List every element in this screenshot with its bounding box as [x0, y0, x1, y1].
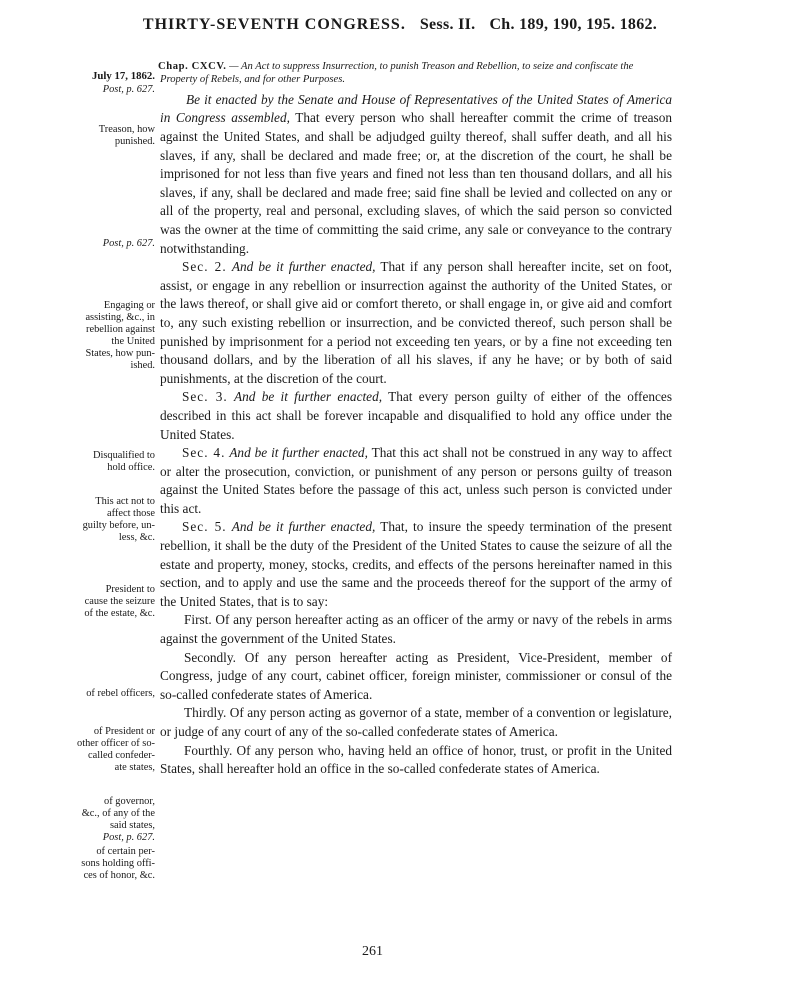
margin-engaging-note: Engaging or	[103, 300, 155, 311]
clause-second: Secondly. Of any person hereafter acting as President, Vice-President, member of Congress, judge of any court, cabinet officer, foreign minister, commissioner or consul of the so-called confederate states of America.	[160, 649, 672, 702]
enacting-clause: Be it enacted by the Senate and House of Representatives of the United States of America in Congress assembled,	[160, 91, 672, 126]
margin-president-note: of the estate, &c.	[84, 608, 155, 619]
margin-post-ref: Post, p. 627.	[102, 238, 155, 249]
section-5-text: That, to insure the speedy termination of the present rebellion, it shall be the duty of the President of the United States to cause the seizure of all the estate and property, money, stocks, credits, and effects of the persons hereinafter named in this section, and to apply and use the same and the proceeds thereof for the support of the army of the United States, that is to say:	[160, 519, 673, 609]
header-session: Sess. II.	[419, 16, 476, 33]
margin-date: July 17, 1862.	[92, 70, 155, 82]
section-3-lead: And be it further enacted,	[234, 389, 383, 405]
section-4-text: That this act shall not be construed in any way to affect or alter the prosecution, conviction, or punishment of any person or persons guilty of treason against the United States before the passage of this act, unless such person is convicted under this act.	[160, 445, 673, 516]
margin-of-president-note: called confeder-	[88, 750, 155, 761]
margin-act-note: affect those	[107, 508, 155, 519]
section-2-paragraph	[160, 258, 672, 388]
margin-act-note: This act not to	[95, 496, 155, 507]
clause-fourth: Fourthly. Of any person who, having held an office of honor, trust, or profit in the United States, shall hereafter hold an office in the so-called confederate states of America.	[160, 742, 672, 777]
section-3-text: That every person guilty of either of the offences described in this act shall be forever incapable and disqualified to hold any office under the United States.	[160, 389, 672, 442]
margin-of-president-note: of President or	[93, 726, 155, 737]
margin-certain-persons-note: of certain per-	[96, 846, 155, 857]
margin-governor-note: &c., of any of the	[81, 808, 155, 819]
section-2-label: Sec. 2.	[182, 259, 227, 275]
section-2-text: That if any person shall hereafter incite, set on foot, assist, or engage in any rebellion or insurrection against the authority of the United States, or the laws thereof, or shall give aid or comfort thereto, or shall engage in, or give aid and comfort to, any such existing rebellion or insurrection, and be convicted thereof, such person shall be punished by imprisonment for a period not exceeding ten years, or by a fine not exceeding ten thousand dollars, and by the liberation of all his slaves, if any he have; or by both of said punishments, at the discretion of the court.	[160, 259, 673, 386]
clause-third: Thirdly. Of any person acting as governor of a state, member of a convention or legislature, or judge of any court of any of the so-called confederate states of America.	[160, 705, 672, 739]
margin-post-ref: Post, p. 627.	[102, 84, 155, 95]
chapter-title: — An Act to suppress Insurrection, to punish Treason and Rebellion, to seize and confiscate the Property of Rebels, and for other Purposes.	[160, 61, 634, 86]
clause-first: First. Of any person hereafter acting as an officer of the army or navy of the rebels in arms against the government of the United States.	[160, 612, 672, 647]
margin-treason-note: Treason, how	[98, 124, 155, 135]
margin-of-president-note: ate states,	[114, 762, 155, 773]
margin-disqualified-note: Disqualified to	[92, 450, 155, 461]
section-4-paragraph	[160, 444, 672, 518]
running-header	[100, 16, 700, 34]
margin-treason-note: punished.	[114, 136, 155, 147]
section-3-label: Sec. 3.	[182, 389, 228, 405]
margin-engaging-note: ished.	[130, 360, 155, 371]
margin-engaging-note: the United	[111, 336, 155, 347]
margin-president-note: cause the seizure	[84, 596, 155, 607]
section-5-label: Sec. 5.	[182, 519, 227, 535]
margin-certain-persons-note: sons holding offi-	[81, 858, 155, 869]
section-5-lead: And be it further enacted,	[231, 519, 376, 535]
margin-post-ref: Post, p. 627.	[102, 832, 155, 843]
margin-act-note: less, &c.	[118, 532, 155, 543]
section-4-lead: And be it further enacted,	[229, 445, 368, 461]
margin-president-note: President to	[105, 584, 155, 595]
header-chapters: Ch. 189, 190, 195. 1862.	[489, 16, 658, 33]
page-number: 261	[362, 944, 383, 959]
section-3-paragraph	[160, 388, 672, 444]
header-congress: THIRTY-SEVENTH CONGRESS.	[142, 16, 406, 33]
margin-governor-note: said states,	[109, 820, 155, 831]
margin-engaging-note: assisting, &c., in	[85, 312, 155, 323]
margin-certain-persons-note: ces of honor, &c.	[83, 870, 155, 881]
statute-text	[160, 60, 672, 779]
section-5-paragraph	[160, 518, 672, 611]
margin-engaging-note: States, how pun-	[85, 348, 155, 359]
section-2-lead: And be it further enacted,	[231, 259, 376, 275]
margin-of-president-note: other officer of so-	[77, 738, 155, 749]
margin-governor-note: of governor,	[104, 796, 155, 807]
chapter-heading	[160, 60, 672, 87]
section-1-paragraph	[160, 91, 672, 258]
chapter-label: Chap. CXCV.	[158, 61, 227, 72]
margin-act-note: guilty before, un-	[82, 520, 155, 531]
section-1-text: That every person who shall hereafter commit the crime of treason against the United States, and shall be adjudged guilty thereof, shall suffer death, and all his slaves, if any, shall be declared and made free; or, at the discretion of the court, he shall be imprisoned for not less than five years and fined not less than ten thousand dollars, and all his slaves, if any, shall be declared and made free; said fine shall be levied and collected on any or all of the property, real and personal, excluding slaves, of which the said person so convicted was the owner at the time of committing the said crime, any sale or conveyance to the contrary notwithstanding.	[160, 110, 672, 256]
margin-rebel-officers-note: of rebel officers,	[86, 688, 155, 699]
section-4-label: Sec. 4.	[182, 445, 226, 461]
margin-disqualified-note: hold office.	[107, 462, 155, 473]
margin-engaging-note: rebellion against	[86, 324, 155, 335]
